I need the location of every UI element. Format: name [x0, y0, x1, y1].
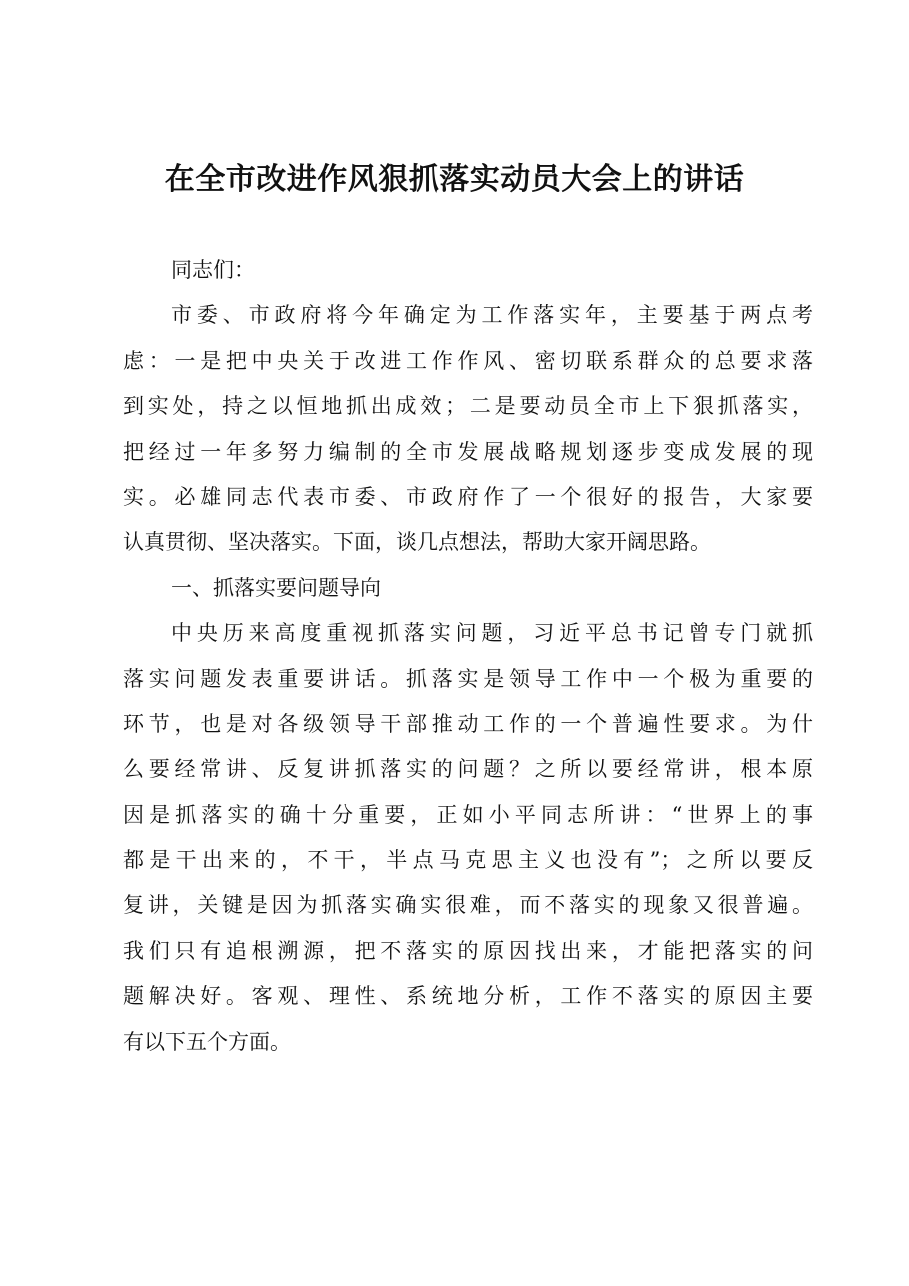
paragraph-2-line-2: 落实问题发表重要讲话。抓落实是领导工作中一个极为重要的: [123, 666, 813, 691]
document-title: 在全市改进作风狠抓落实动员大会上的讲话: [164, 162, 745, 197]
paragraph-1-line-2: 虑：一是把中央关于改进工作作风、密切联系群众的总要求落: [123, 348, 813, 373]
section-heading: 一、抓落实要问题导向: [171, 575, 381, 600]
paragraph-2-line-9: 题解决好。客观、理性、系统地分析，工作不落实的原因主要: [123, 984, 813, 1009]
paragraph-2-line-10: 有以下五个方面。: [123, 1029, 291, 1054]
salutation-line: 同志们：: [171, 258, 255, 282]
paragraph-1-line-3: 到实处，持之以恒地抓出成效；二是要动员全市上下狠抓落实，: [123, 394, 813, 419]
paragraph-2-line-5: 因是抓落实的确十分重要，正如小平同志所讲：“世界上的事: [123, 802, 813, 827]
paragraph-2-line-6: 都是干出来的，不干，半点马克思主义也没有”；之所以要反: [123, 848, 813, 873]
paragraph-1-line-5: 实。必雄同志代表市委、市政府作了一个很好的报告，大家要: [123, 484, 813, 509]
paragraph-1-line-4: 把经过一年多努力编制的全市发展战略规划逐步变成发展的现: [123, 439, 813, 464]
paragraph-2-line-1: 中央历来高度重视抓落实问题，习近平总书记曾专门就抓: [171, 621, 813, 646]
paragraph-2-line-3: 环节，也是对各级领导干部推动工作的一个普遍性要求。为什: [123, 711, 813, 736]
document-body: [123, 248, 813, 1065]
paragraph-2-line-4: 么要经常讲、反复讲抓落实的问题？之所以要经常讲，根本原: [123, 757, 813, 782]
paragraph-2-line-8: 我们只有追根溯源，把不落实的原因找出来，才能把落实的问: [123, 938, 813, 963]
paragraph-2-line-7: 复讲，关键是因为抓落实确实很难，而不落实的现象又很普遍。: [123, 893, 813, 918]
paragraph-1-line-1: 市委、市政府将今年确定为工作落实年，主要基于两点考: [171, 303, 813, 328]
paragraph-1-line-6: 认真贯彻、坚决落实。下面，谈几点想法，帮助大家开阔思路。: [123, 530, 711, 555]
